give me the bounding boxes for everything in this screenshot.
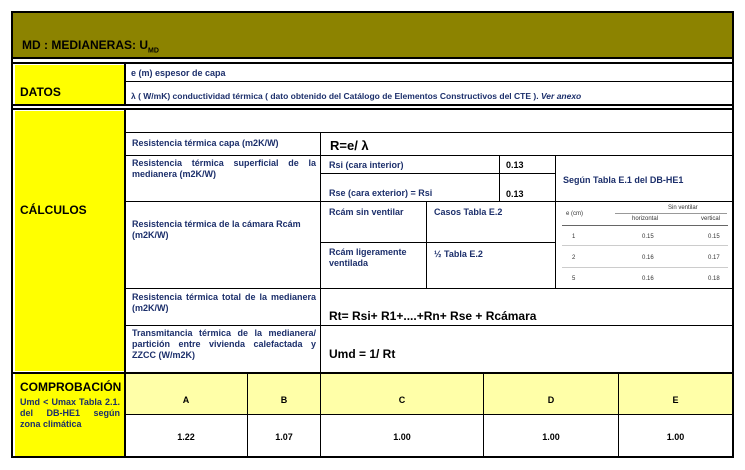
rse-label: Rse (cara exterior) = Rsi bbox=[329, 188, 433, 198]
mini-row-e: 2 bbox=[572, 255, 576, 261]
rsi-label: Rsi (cara interior) bbox=[329, 160, 404, 170]
datos-conductividad: λ ( W/mK) conductividad térmica ( dato obtenido del Catálogo de Elementos Constructivos del CTE ). Ver anexo bbox=[131, 91, 582, 101]
transmitancia-label: Transmitancia térmica de la medianera/ partición entre vivienda calefactada y ZZCC (W/m2K) bbox=[132, 328, 316, 360]
r-capa-label: Resistencia térmica capa (m2K/W) bbox=[132, 138, 279, 148]
rt-formula: Rt= Rsi+ R1+....+Rn+ Rse + Rcámara bbox=[329, 309, 537, 323]
page-title: MD : MEDIANERAS: $U_{MD}$ bbox=[22, 38, 159, 55]
mini-row-h: 0.16 bbox=[642, 255, 654, 261]
mini-col-horizontal: horizontal bbox=[632, 216, 659, 222]
half-tabla-e2: ½ Tabla E.2 bbox=[434, 249, 483, 259]
mini-row-v: 0.17 bbox=[708, 255, 720, 261]
umd-formula: Umd = 1/ Rt bbox=[329, 347, 396, 361]
rsi-value: 0.13 bbox=[506, 160, 524, 170]
r-superficial-label: Resistencia térmica superficial de la medianera (m2K/W) bbox=[132, 158, 316, 179]
rse-value: 0.13 bbox=[506, 189, 524, 199]
rcam-sin-ventilar: Rcám sin ventilar bbox=[329, 207, 404, 217]
zone-header-c: C bbox=[398, 395, 406, 405]
comprobacion-sublabel: Umd < Umax Tabla 2.1. del DB-HE1 según zona climática bbox=[20, 397, 120, 429]
mini-col-e: e (cm) bbox=[566, 211, 583, 217]
zone-value-d: 1.00 bbox=[542, 432, 560, 442]
r-capa-formula: R=e/ λ bbox=[330, 138, 369, 153]
datos-espesor: e (m) espesor de capa bbox=[131, 68, 226, 78]
zone-header-e: E bbox=[672, 395, 679, 405]
mini-table bbox=[560, 203, 728, 287]
mini-group-header: Sin ventilar bbox=[668, 205, 698, 211]
mini-row-h: 0.15 bbox=[642, 234, 654, 240]
mini-row-e: 1 bbox=[572, 234, 576, 240]
zone-header-b: B bbox=[280, 395, 288, 405]
zone-header-row bbox=[125, 374, 732, 414]
mini-row-h: 0.16 bbox=[642, 276, 654, 282]
zone-value-a: 1.22 bbox=[177, 432, 195, 442]
mini-row-e: 5 bbox=[572, 276, 576, 282]
rt-label: Resistencia térmica total de la medianera (m2K/W) bbox=[132, 292, 316, 313]
zone-value-b: 1.07 bbox=[275, 432, 293, 442]
r-camara-label: Resistencia térmica de la cámara Rcám (m2K/W) bbox=[132, 219, 301, 240]
mini-row-v: 0.15 bbox=[708, 234, 720, 240]
segun-tabla-e1: Según Tabla E.1 del DB-HE1 bbox=[563, 175, 684, 185]
mini-row-v: 0.18 bbox=[708, 276, 720, 282]
zone-header-d: D bbox=[547, 395, 555, 405]
comprobacion-label: COMPROBACIÓN bbox=[20, 380, 122, 394]
casos-tabla-e2: Casos Tabla E.2 bbox=[434, 207, 503, 217]
zone-value-c: 1.00 bbox=[393, 432, 411, 442]
mini-col-vertical: vertical bbox=[701, 216, 721, 222]
calculos-label-cell bbox=[15, 111, 124, 371]
calculos-label: CÁLCULOS bbox=[20, 203, 87, 217]
datos-label: DATOS bbox=[20, 85, 61, 99]
zone-header-a: A bbox=[182, 395, 190, 405]
zone-value-e: 1.00 bbox=[666, 432, 685, 442]
rcam-ligeramente-ventilada: Rcám ligeramente ventilada bbox=[329, 247, 407, 268]
